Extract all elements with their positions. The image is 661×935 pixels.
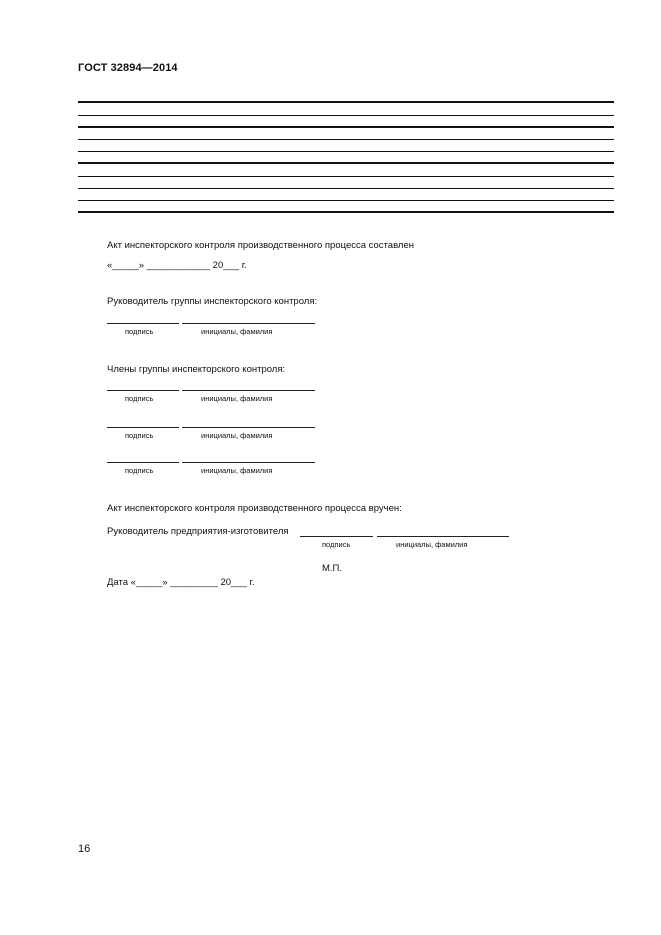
initials-caption: инициалы, фамилия bbox=[201, 394, 273, 403]
name-line bbox=[182, 323, 315, 324]
act-compiled-date: «_____» ____________ 20___ г. bbox=[107, 260, 247, 271]
stamp-label: М.П. bbox=[322, 563, 343, 574]
group-leader-label: Руководитель группы инспекторского контроля: bbox=[107, 296, 318, 307]
table-rule bbox=[78, 162, 614, 164]
signature-line bbox=[107, 390, 179, 391]
signature-line bbox=[107, 427, 179, 428]
signature-caption: подпись bbox=[125, 327, 154, 336]
name-line bbox=[377, 536, 509, 537]
document-code: ГОСТ 32894—2014 bbox=[78, 62, 178, 74]
initials-caption: инициалы, фамилия bbox=[201, 327, 273, 336]
signature-line bbox=[107, 462, 179, 463]
manufacturer-head-label: Руководитель предприятия-изготовителя bbox=[107, 526, 289, 537]
page-number: 16 bbox=[78, 843, 91, 855]
table-rule bbox=[78, 126, 614, 128]
table-rule bbox=[78, 200, 614, 201]
act-delivered-text: Акт инспекторского контроля производственного процесса вручен: bbox=[107, 503, 402, 514]
table-rule bbox=[78, 101, 614, 103]
signature-caption: подпись bbox=[322, 540, 351, 549]
date-line: Дата «_____» _________ 20___ г. bbox=[107, 577, 255, 588]
name-line bbox=[182, 462, 315, 463]
signature-line bbox=[107, 323, 179, 324]
table-rule bbox=[78, 139, 614, 140]
signature-caption: подпись bbox=[125, 394, 154, 403]
initials-caption: инициалы, фамилия bbox=[396, 540, 468, 549]
table-rule bbox=[78, 211, 614, 213]
initials-caption: инициалы, фамилия bbox=[201, 431, 273, 440]
signature-caption: подпись bbox=[125, 431, 154, 440]
act-compiled-text: Акт инспекторского контроля производственного процесса составлен bbox=[107, 240, 414, 251]
table-rule bbox=[78, 115, 614, 116]
table-rule bbox=[78, 151, 614, 152]
table-rule bbox=[78, 188, 614, 189]
signature-caption: подпись bbox=[125, 466, 154, 475]
initials-caption: инициалы, фамилия bbox=[201, 466, 273, 475]
members-label: Члены группы инспекторского контроля: bbox=[107, 364, 286, 375]
table-rule bbox=[78, 176, 614, 177]
name-line bbox=[182, 427, 315, 428]
signature-line bbox=[300, 536, 373, 537]
name-line bbox=[182, 390, 315, 391]
